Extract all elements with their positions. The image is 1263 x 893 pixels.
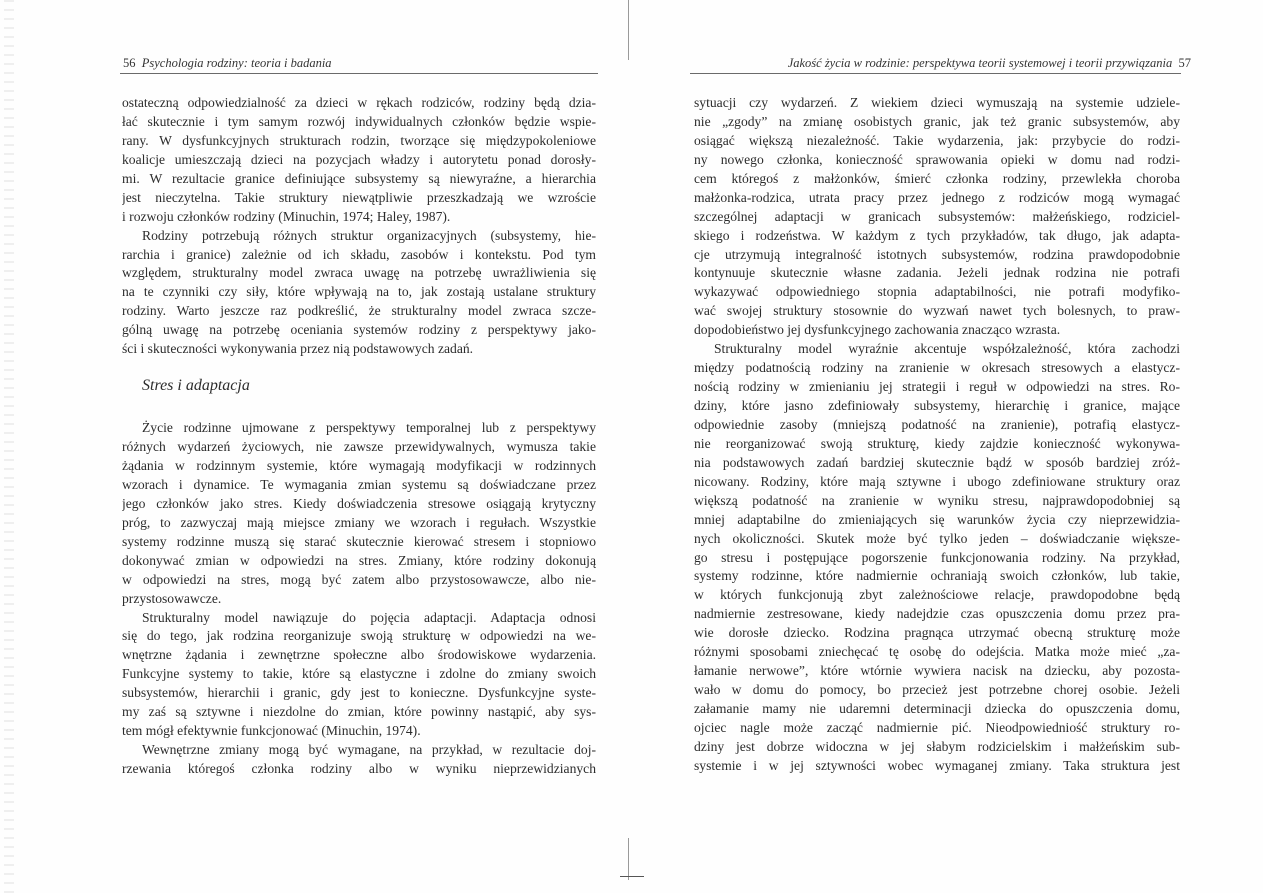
text-line: wnętrzne żądania i zewnętrzne społeczne albo środowiskowe wydarzenia. xyxy=(122,647,596,663)
text-line: systemy rodzinne, które nadmiernie ochraniają swoich członków, lub takie, xyxy=(694,568,1180,584)
text-line: nością rodziny w zmienianiu jej strategii i reguł w odpowiedzi na stres. Ro- xyxy=(694,379,1180,395)
text-line: dopodobieństwo jej dysfunkcyjnego zachowania znacząco wzrasta. xyxy=(694,322,1061,338)
text-line: wać swojej struktury stosownie do wyzwań nawet tych bolesnych, to praw- xyxy=(694,303,1180,319)
text-line: mi. W rezultacie granice definiujące subsystemy są niewyraźne, a hierarchia xyxy=(122,170,596,186)
text-line: większą podatność na zranienie w wyniku stresu, najprawdopodobniej są xyxy=(694,492,1180,508)
text-line: dokonywać zmian w odpowiedzi na stres. Zmiany, które rodziny dokonują xyxy=(122,552,596,568)
text-line: względem, strukturalny model zwraca uwagę na potrzebę uwrażliwienia się xyxy=(122,265,596,281)
text-line: tem mógł efektywnie funkcjonować (Minuchin, 1974). xyxy=(122,723,421,739)
text-line: kontynuuje skutecznie własne zadania. Jeżeli jednak rodzina nie potrafi xyxy=(694,265,1180,281)
text-line: osiągać większą niezależność. Takie wydarzenia, jak: przybycie do rodzi- xyxy=(694,132,1180,148)
text-line: łamanie nerwowe”, które wtórnie wywiera nacisk na dziecku, aby pozosta- xyxy=(694,663,1180,679)
text-line: ostateczną odpowiedzialność za dzieci w rękach rodziców, rodziny będą dzia- xyxy=(122,95,596,110)
text-line: dziny, które jasno zdefiniowały subsystemy, hierarchię i granice, mające xyxy=(694,398,1180,413)
spacer xyxy=(122,359,596,377)
text-line: Życie rodzinne ujmowane z perspektywy temporalnej lub z perspektywy xyxy=(142,420,596,436)
text-line: rany. W dysfunkcyjnych strukturach rodzin, tworzące się międzypokoleniowe xyxy=(122,132,596,148)
text-line: ny nowego członka, konieczność sprawowania opieki w domu nad rodzi- xyxy=(694,151,1180,167)
text-line: wykazywać odpowiedniego stopnia adaptabilności, nie potrafi modyfiko- xyxy=(694,284,1180,300)
text-line: skiego i rodzeństwa. W każdym z tych przykładów, tak długo, jak adapta- xyxy=(694,227,1180,243)
text-line: my zaś są sztywne i niezdolne do zmian, które powinny nastąpić, aby sys- xyxy=(122,704,596,720)
text-line: koalicje umieszczają dzieci na pozycjach władzy i autorytetu ponad dorosły- xyxy=(122,151,596,167)
text-line: sytuacji czy wydarzeń. Z wiekiem dzieci wymuszają na systemie udziele- xyxy=(694,95,1180,110)
text-line: próg, to zazwyczaj mają miejsce zmiany we wzorach i regułach. Wszystkie xyxy=(122,514,596,530)
text-line: nie reorganizować swoją strukturę, kiedy zajdzie konieczność wykonywa- xyxy=(694,435,1180,451)
left-running-head xyxy=(123,56,332,71)
left-header-rule xyxy=(120,73,598,74)
text-line: Wewnętrzne zmiany mogą być wymagane, na przykład, w rezultacie doj- xyxy=(142,742,596,758)
left-running-title: Psychologia rodziny: teoria i badania xyxy=(141,56,332,70)
text-line: wzorach i dynamice. Te wymagania zmian systemu są doświadczane przez xyxy=(122,476,596,492)
left-lines-a xyxy=(122,94,596,359)
spacer xyxy=(122,401,596,419)
text-line: cje utrzymują integralność istotnych subsystemów, rodzina prawdopodobnie xyxy=(694,246,1180,262)
left-body-text xyxy=(122,94,596,779)
text-line: nych okoliczności. Skutek może być tylko jeden – doświadczanie większe- xyxy=(694,530,1180,546)
text-line: żądania w rodzinnym systemie, które wymagają modyfikacji w rodzinnych xyxy=(122,458,596,473)
text-line: się do tego, jak rodzina reorganizuje swoją strukturę w odpowiedzi na we- xyxy=(122,628,596,644)
right-body-text xyxy=(694,94,1180,776)
text-line: nie „zgody” na zmianę osobistych granic, jak też granic subsystemów, aby xyxy=(694,113,1180,129)
text-line: Strukturalny model nawiązuje do pojęcia adaptacji. Adaptacja odnosi xyxy=(142,609,596,625)
text-line: wie dorosłe dziecko. Rodzina pragnąca utrzymać obecną strukturę może xyxy=(694,625,1180,641)
text-line: systemie i w jej sztywności wobec wymaganej zmiany. Taka struktura jest xyxy=(694,757,1180,773)
text-line: nadmiernie zestresowane, kiedy nadejdzie czas opuszczenia domu przez pra- xyxy=(694,606,1180,622)
text-line: łać skutecznie i tym samym rozwój indywidualnych członków będzie wspie- xyxy=(122,113,596,129)
text-line: Strukturalny model wyraźnie akcentuje współzależność, która zachodzi xyxy=(714,341,1180,357)
text-line: Funkcyjne systemy to takie, które są elastyczne i zdolne do zmiany swoich xyxy=(122,666,596,682)
text-line: w których funkcjonują zbyt zależnościowe relacje, prawdopodobne będą xyxy=(694,587,1180,603)
text-line: i rozwoju członków rodziny (Minuchin, 1974; Haley, 1987). xyxy=(122,208,451,224)
text-line: Rodziny potrzebują różnych struktur organizacyjnych (subsystemy, hie- xyxy=(142,227,596,243)
text-line: go stresu i postępujące pogorszenie funkcjonowania rodziny. Na przykład, xyxy=(694,549,1180,565)
text-line: szczególnej adaptacji w granicach subsystemów: małżeńskiego, rodziciel- xyxy=(694,208,1180,224)
text-line: jest nieczytelna. Takie struktury niewątpliwie przeszkadzają we wzroście xyxy=(122,189,596,205)
text-line: systemy rodzinne muszą się starać skutecznie kierować stresem i stopniowo xyxy=(122,533,596,549)
text-line: załamanie mamy nie udaremni determinacji dziecka do opuszczenia domu, xyxy=(694,701,1180,716)
text-line: przystosowawcze. xyxy=(122,590,222,606)
text-line: między podatnością rodziny na zranienie w okresach stresowych a elastycz- xyxy=(694,360,1180,376)
text-line: ści i skuteczności wykonywania przez nią podstawowych zadań. xyxy=(122,341,474,357)
left-page xyxy=(0,0,630,893)
right-header-rule xyxy=(690,73,1181,74)
right-running-head xyxy=(788,56,1191,71)
text-line: cem któregoś z małżonków, śmierć członka rodziny, przewlekła choroba xyxy=(694,170,1180,186)
text-line: ojciec nagle może zacząć nadmiernie pić. Nieodpowiedniość struktury ro- xyxy=(694,719,1180,735)
left-page-number: 56 xyxy=(123,56,136,70)
text-line: dziny jest dobrze widoczna w jej słabym rodzicielskim i małżeńskim sub- xyxy=(694,738,1180,754)
text-line: różnych wydarzeń życiowych, nie zawsze przewidywalnych, wymusza takie xyxy=(122,439,596,455)
left-lines-b xyxy=(122,419,596,779)
section-heading: Stres i adaptacja xyxy=(142,377,250,395)
right-page-number: 57 xyxy=(1178,56,1191,70)
text-line: nia podstawowych zadań bardziej skutecznie bądź w sposób bardziej zróż- xyxy=(694,454,1180,470)
text-line: jego członków jako stres. Kiedy doświadczenia stresowe osiągają krytyczny xyxy=(122,495,596,511)
text-line: rzewania któregoś członka rodziny albo w wyniku nieprzewidzianych xyxy=(122,761,596,776)
text-line: nicowany. Rodziny, które mają sztywne i ubogo zdefiniowane struktury oraz xyxy=(694,473,1180,489)
text-line: rarchia i granice) zależnie od ich składu, zasobów i kontekstu. Pod tym xyxy=(122,246,596,262)
text-line: mniej adaptabilne do zmieniających się warunków życia czy nieprzewidzia- xyxy=(694,511,1180,527)
text-line: subsystemów, hierarchii i granic, gdy jest to konieczne. Dysfunkcyjne syste- xyxy=(122,685,596,701)
right-running-title: Jakość życia w rodzinie: perspektywa teorii systemowej i teorii przywiązania xyxy=(787,56,1173,70)
text-line: małżonka-rodzica, utrata pracy przez jednego z rodziców mogą wymagać xyxy=(694,189,1180,205)
right-page xyxy=(632,0,1263,893)
text-line: w odpowiedzi na stres, mogą być zatem albo przystosowawcze, albo nie- xyxy=(122,571,596,587)
text-line: na te czynniki czy siły, które wpływają na to, jak zostają ustalane struktury xyxy=(122,284,596,300)
text-line: różnymi sposobami zniechęcać tę osobę do odejścia. Matka może mieć „za- xyxy=(694,644,1180,660)
text-line: gólną uwagę na potrzebę oceniania systemów rodziny z perspektywy jako- xyxy=(122,322,596,338)
right-lines xyxy=(694,94,1180,776)
text-line: odpowiednie zasoby (mniejszą podatność na zranienie), potrafią elastycz- xyxy=(694,416,1180,432)
text-line: rodziny. Warto jeszcze raz podkreślić, że strukturalny model zwraca szcze- xyxy=(122,303,596,319)
text-line: wało w domu do pomocy, bo przecież jest potrzebne chorej osobie. Jeżeli xyxy=(694,682,1180,698)
